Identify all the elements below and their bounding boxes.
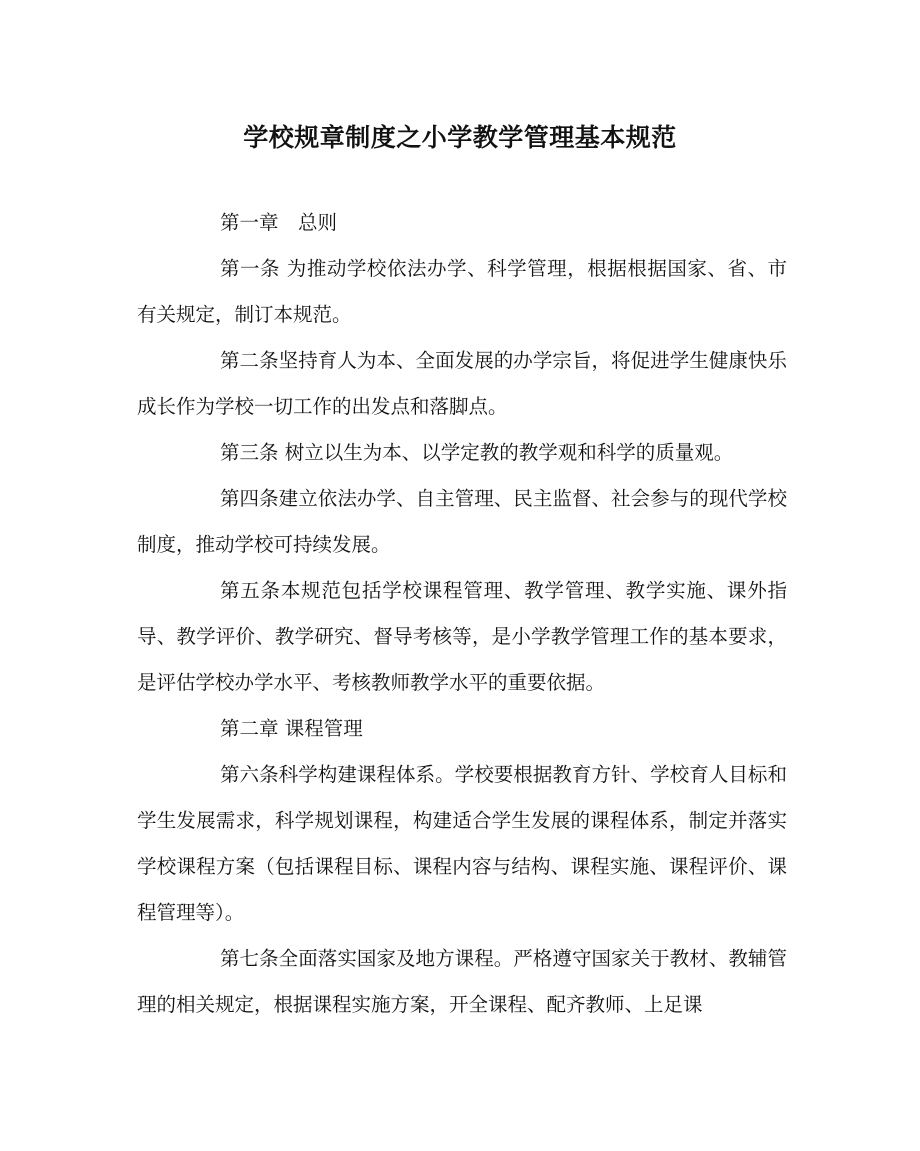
document-title: 学校规章制度之小学教学管理基本规范 bbox=[243, 123, 677, 152]
article-paragraph: 第六条科学构建课程体系。学校要根据教育方针、学校育人目标和学生发展需求，科学规划课程，构建适合学生发展的课程体系，制定并落实学校课程方案（包括课程目标、课程内容与结构、课程实施、课程评价、课程管理等）。 bbox=[137, 763, 787, 924]
article-paragraph: 第三条 树立以生为本、以学定教的教学观和科学的质量观。 bbox=[220, 441, 734, 464]
article-paragraph: 第四条建立依法办学、自主管理、民主监督、社会参与的现代学校制度，推动学校可持续发展。 bbox=[137, 487, 787, 556]
chapter-heading: 第一章 总则 bbox=[220, 211, 338, 234]
document-body bbox=[137, 200, 787, 1028]
article-paragraph: 第二条坚持育人为本、全面发展的办学宗旨，将促进学生健康快乐成长作为学校一切工作的出发点和落脚点。 bbox=[137, 349, 787, 418]
chapter-heading: 第二章 课程管理 bbox=[220, 717, 363, 740]
article-paragraph: 第七条全面落实国家及地方课程。严格遵守国家关于教材、教辅管理的相关规定，根据课程实施方案，开全课程、配齐教师、上足课 bbox=[137, 947, 787, 1016]
article-paragraph: 第五条本规范包括学校课程管理、教学管理、教学实施、课外指导、教学评价、教学研究、督导考核等，是小学教学管理工作的基本要求，是评估学校办学水平、考核教师教学水平的重要依据。 bbox=[137, 579, 787, 694]
article-paragraph: 第一条 为推动学校依法办学、科学管理，根据根据国家、省、市有关规定，制订本规范。 bbox=[137, 257, 787, 326]
